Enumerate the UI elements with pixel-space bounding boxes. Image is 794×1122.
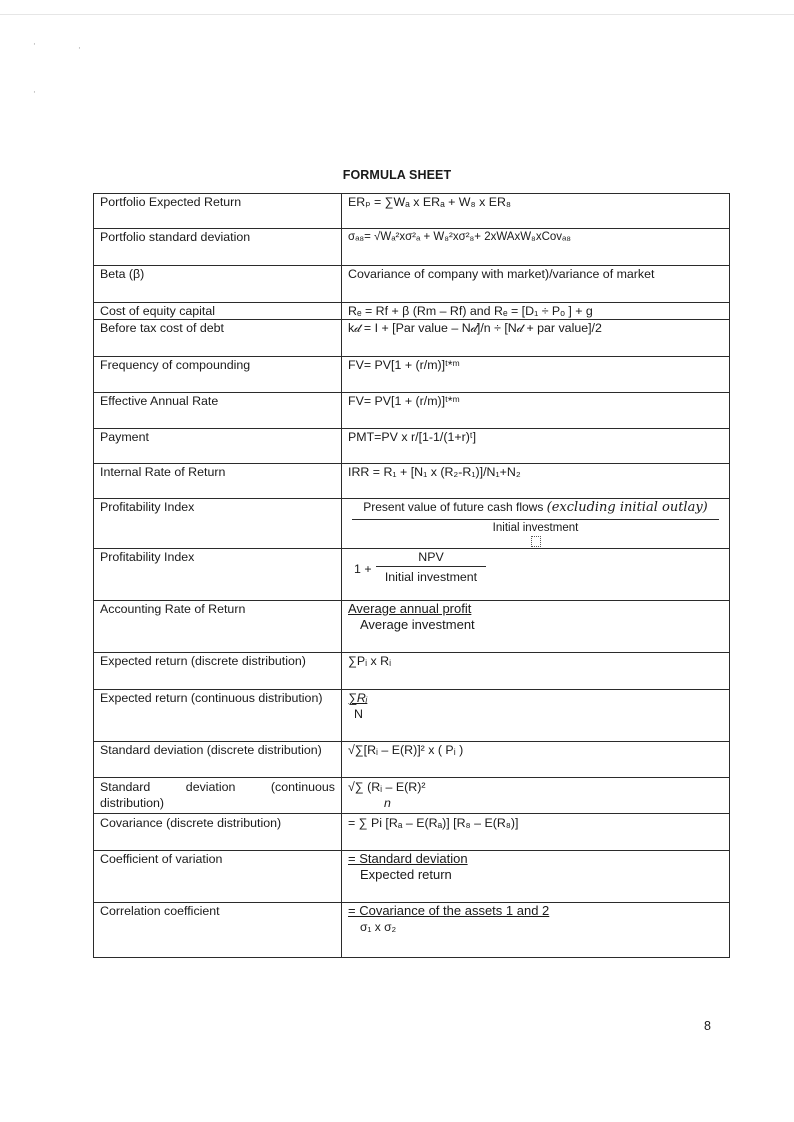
row-label: Cost of equity capital — [94, 303, 342, 320]
page-title: FORMULA SHEET — [342, 168, 452, 182]
row-label: Payment — [94, 429, 342, 464]
row-label: Covariance (discrete distribution) — [94, 814, 342, 851]
row-formula: k𝒹 = I + [Par value – N𝒹]/n ÷ [N𝒹 + par value]/2 — [342, 320, 730, 357]
row-label: Accounting Rate of Return — [94, 601, 342, 653]
fraction-denominator: n — [384, 796, 391, 810]
row-label: Profitability Index — [94, 499, 342, 549]
table-row — [94, 549, 730, 601]
row-label: Portfolio Expected Return — [94, 194, 342, 229]
row-label: Correlation coefficient — [94, 903, 342, 958]
row-formula: ERₚ = ∑Wₐ x ERₐ + W₈ x ER₈ — [342, 194, 730, 229]
fraction-numerator: √∑ (Rᵢ – E(R)² — [348, 780, 426, 794]
scan-speck: · — [33, 88, 36, 98]
fraction-denominator: Expected return — [360, 867, 452, 882]
table-row — [94, 429, 730, 464]
fraction-denominator: Initial investment — [492, 522, 579, 534]
row-formula: = ∑ Pi [Rₐ – E(Rₐ)] [R₈ – E(R₈)] — [342, 814, 730, 851]
table-row — [94, 357, 730, 393]
row-formula — [342, 778, 730, 814]
table-row — [94, 464, 730, 499]
row-label: Beta (β) — [94, 266, 342, 303]
row-formula — [342, 549, 730, 601]
row-formula: FV= PV[1 + (r/m)]ᵗ*ᵐ — [342, 357, 730, 393]
row-label: Internal Rate of Return — [94, 464, 342, 499]
fraction-denominator: Average investment — [360, 617, 475, 632]
row-label: Effective Annual Rate — [94, 393, 342, 429]
table-row — [94, 690, 730, 742]
fraction-denominator: Initial investment — [384, 570, 478, 584]
row-label: Coefficient of variation — [94, 851, 342, 903]
fraction-numerator: = Covariance of the assets 1 and 2 — [348, 903, 550, 918]
row-formula: σₐ₈= √Wₐ²xσ²ₐ + W₈²xσ²₈+ 2xWAxW₈xCovₐ₈ — [342, 229, 730, 266]
scan-speck: · — [78, 44, 81, 54]
fraction-numerator: Average annual profit — [348, 601, 472, 616]
fraction-numerator: Present value of future cash flows — [363, 500, 544, 514]
table-row — [94, 778, 730, 814]
table-row — [94, 653, 730, 690]
row-formula — [342, 601, 730, 653]
row-formula — [342, 690, 730, 742]
table-row — [94, 393, 730, 429]
row-label: Standard deviation (discrete distribution) — [94, 742, 342, 778]
fraction-bar — [376, 566, 486, 567]
fraction-numerator: ∑Rᵢ — [348, 691, 368, 705]
fraction-prefix: 1 + — [354, 562, 372, 576]
formula-table — [93, 193, 730, 958]
fraction-numerator: = Standard deviation — [348, 851, 468, 866]
page-number: 8 — [704, 1019, 711, 1033]
row-formula: IRR = R₁ + [N₁ x (R₂-R₁)]/N₁+N₂ — [342, 464, 730, 499]
row-formula: √∑[Rᵢ – E(R)]² x ( Pᵢ ) — [342, 742, 730, 778]
scan-speck: · — [33, 40, 36, 50]
table-row — [94, 320, 730, 357]
row-formula: Rₑ = Rf + β (Rm – Rf) and Rₑ = [D₁ ÷ Pₒ ] + g — [342, 303, 730, 320]
table-row — [94, 499, 730, 549]
table-row — [94, 303, 730, 320]
table-row — [94, 851, 730, 903]
formula-placeholder-icon — [531, 536, 541, 547]
table-row — [94, 903, 730, 958]
row-formula — [342, 851, 730, 903]
table-row — [94, 194, 730, 229]
row-label: Profitability Index — [94, 549, 342, 601]
scan-edge-line — [0, 14, 794, 15]
table-row — [94, 601, 730, 653]
table-row — [94, 814, 730, 851]
row-formula — [342, 903, 730, 958]
row-label: Before tax cost of debt — [94, 320, 342, 357]
row-label: Standard deviation (continuous distribution) — [94, 778, 342, 814]
row-formula — [342, 499, 730, 549]
row-formula: PMT=PV x r/[1-1/(1+r)ᵗ] — [342, 429, 730, 464]
fraction-denominator: N — [354, 707, 363, 721]
numerator-note: (excluding initial outlay) — [546, 500, 708, 515]
fraction-denominator: σ₁ x σ₂ — [360, 920, 397, 934]
row-label: Expected return (discrete distribution) — [94, 653, 342, 690]
row-label: Portfolio standard deviation — [94, 229, 342, 266]
row-label: Frequency of compounding — [94, 357, 342, 393]
table-row — [94, 266, 730, 303]
table-row — [94, 229, 730, 266]
row-formula: Covariance of company with market)/variance of market — [342, 266, 730, 303]
row-label: Expected return (continuous distribution) — [94, 690, 342, 742]
row-formula: FV= PV[1 + (r/m)]ᵗ*ᵐ — [342, 393, 730, 429]
table-row — [94, 742, 730, 778]
fraction-numerator: NPV — [418, 550, 444, 564]
row-formula: ∑Pᵢ x Rᵢ — [342, 653, 730, 690]
